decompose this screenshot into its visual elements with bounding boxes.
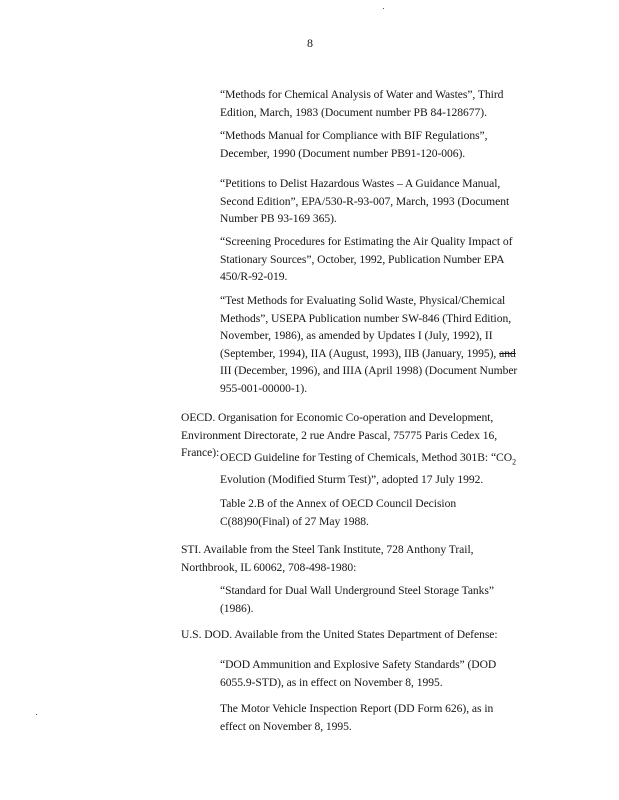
reference-line: 6055.9-STD), as in effect on November 8, 1995. <box>220 675 443 689</box>
reference-line: The Motor Vehicle Inspection Report (DD Form 626), as in <box>220 702 494 715</box>
source-line: France): <box>181 446 220 459</box>
reference-text: OECD Guideline for Testing of Chemicals, Method 301B: “CO <box>220 451 513 464</box>
reference-entry-bif-manual <box>220 127 560 162</box>
reference-line: Stationary Sources”, October, 1992, Publication Number EPA <box>220 252 505 266</box>
reference-line: November, 1986), as amended by Updates I (July, 1992), II <box>220 329 493 342</box>
reference-entry-air-quality-screening <box>220 233 560 286</box>
scan-speck <box>383 8 384 9</box>
reference-line <box>220 449 560 471</box>
reference-line: “Standard for Dual Wall Underground Steel Storage Tanks” <box>220 584 494 597</box>
reference-entry-oecd-council <box>220 495 560 530</box>
reference-line: III (December, 1996), and IIIA (April 1998) (Document Number <box>220 364 518 377</box>
struck-word: and <box>499 346 516 360</box>
reference-line: December, 1990 (Document number PB91-120-006). <box>220 146 466 160</box>
reference-entry-sw846 <box>220 292 560 397</box>
reference-line: 955-001-00000-1). <box>220 381 308 395</box>
reference-entry-dod-ammunition <box>220 656 560 691</box>
reference-line: Table 2.B of the Annex of OECD Council Decision <box>220 497 457 510</box>
reference-line: Evolution (Modified Sturm Test)”, adopted 17 July 1992. <box>220 472 484 486</box>
reference-line: “Screening Procedures for Estimating the Air Quality Impact of <box>220 235 513 248</box>
reference-line: “Methods for Chemical Analysis of Water and Wastes”, Third <box>220 88 504 101</box>
reference-entry-dd-form-626 <box>220 700 560 735</box>
source-line: OECD. Organisation for Economic Co-operation and Development, <box>181 411 494 424</box>
reference-entry-chemical-analysis <box>220 86 560 121</box>
source-line: STI. Available from the Steel Tank Institute, 728 Anthony Trail, <box>181 543 474 556</box>
reference-entry-dual-wall-tanks <box>220 582 560 617</box>
source-line: Environment Directorate, 2 rue Andre Pascal, 75775 Paris Cedex 16, <box>181 428 498 442</box>
reference-line <box>220 345 560 363</box>
reference-line: “DOD Ammunition and Explosive Safety Standards” (DOD <box>220 658 497 671</box>
reference-entry-delist-petitions <box>220 175 560 228</box>
subscript: 2 <box>512 457 517 467</box>
page-number: 8 <box>307 36 313 50</box>
reference-line: Second Edition”, EPA/530-R-93-007, March, 1993 (Document <box>220 194 510 208</box>
reference-line: Methods”, USEPA Publication number SW-846 (Third Edition, <box>220 311 512 325</box>
reference-line: C(88)90(Final) of 27 May 1988. <box>220 514 369 528</box>
reference-line: 450/R-92-019. <box>220 270 288 283</box>
scan-speck <box>36 714 37 715</box>
source-dod <box>181 626 561 644</box>
reference-line: Number PB 93-169 365). <box>220 212 337 225</box>
source-line: Northbrook, IL 60062, 708-498-1980: <box>181 560 357 574</box>
reference-entry-oecd-301b <box>220 449 560 488</box>
reference-line: Edition, March, 1983 (Document number PB 84-128677). <box>220 105 487 119</box>
reference-line: (1986). <box>220 601 254 615</box>
source-line: U.S. DOD. Available from the United States Department of Defense: <box>181 628 498 641</box>
reference-line: “Test Methods for Evaluating Solid Waste, Physical/Chemical <box>220 294 506 307</box>
source-sti <box>181 541 561 576</box>
reference-line: “Petitions to Delist Hazardous Wastes – A Guidance Manual, <box>220 177 501 190</box>
reference-line: “Methods Manual for Compliance with BIF Regulations”, <box>220 129 488 142</box>
reference-text: (September, 1994), IIA (August, 1993), IIB (January, 1995), <box>220 346 497 360</box>
reference-line: effect on November 8, 1995. <box>220 719 352 733</box>
